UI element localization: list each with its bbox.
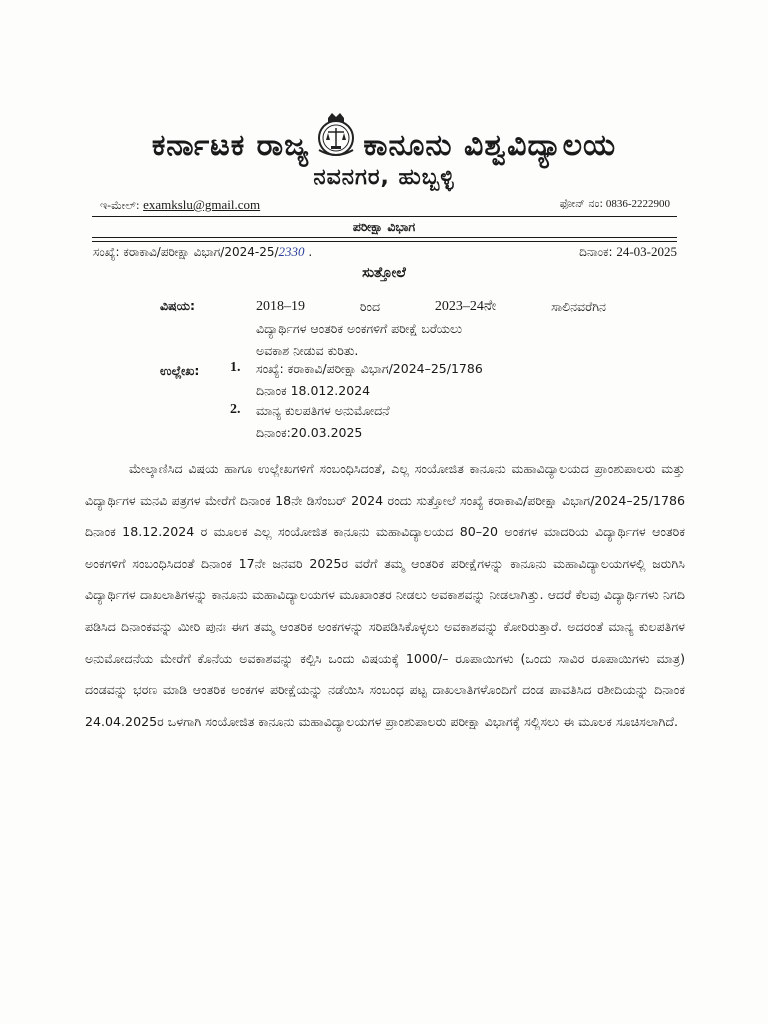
- reference-item-2-line-2: ದಿನಾಂಕ:20.03.2025: [256, 425, 363, 440]
- subject-text: [256, 296, 616, 362]
- body-paragraph: ಮೇಲ್ಕಾಣಿಸಿದ ವಿಷಯ ಹಾಗೂ ಉಲ್ಲೇಖಗಳಿಗೆ ಸಂಬಂಧಿಸಿದಂತೆ, ಎಲ್ಲ ಸಂಯೋಜಿತ ಕಾನೂನು ಮಹಾವಿದ್ಯಾಲಯದ ಪ್ರಾಂಶುಪಾಲರು ಮತ್ತು ವಿದ್ಯಾರ್ಥಿಗಳ ಮನವಿ ಪತ್ರಗಳ ಮೇರೆಗೆ ದಿನಾಂಕ 18ನೇ ಡಿಸೆಂಬರ್ 2024 ರಂದು ಸುತ್ತೋಲೆ ಸಂಖ್ಯೆ ಕರಾಕಾವಿ/ಪರೀಕ್ಷಾ ವಿಭಾಗ/2024–25/1786 ದಿನಾಂಕ 18.12.2024 ರ ಮೂಲಕ ಎಲ್ಲ ಸಂಯೋಜಿತ ಕಾನೂನು ಮಹಾವಿದ್ಯಾಲಯದ 80–20 ಅಂಕಗಳ ಮಾದರಿಯ ವಿದ್ಯಾರ್ಥಿಗಳ ಆಂತರಿಕ ಅಂಕಗಳಿಗೆ ಸಂಬಂಧಿಸಿದಂತೆ ದಿನಾಂಕ 17ನೇ ಜನವರಿ 2025ರ ವರೆಗೆ ತಮ್ಮ ಆಂತರಿಕ ಪರೀಕ್ಷೆಗಳನ್ನು ಕಾನೂನು ಮಹಾವಿದ್ಯಾಲಯಗಳಲ್ಲಿ ಜರುಗಿಸಿ ವಿದ್ಯಾರ್ಥಿಗಳ ದಾಖಲಾತಿಗಳನ್ನು ಕಾನೂನು ಮಹಾವಿದ್ಯಾಲಯಗಳ ಮೂಖಾಂತರ ನೀಡಲು ಅವಕಾಶವನ್ನು ನೀಡಲಾಗಿತ್ತು. ಆದರೆ ಕೆಲವು ವಿದ್ಯಾರ್ಥಿಗಳು ನಿಗದಿ ಪಡಿಸಿದ ದಿನಾಂಕವನ್ನು ಮೀರಿ ಪುನಃ ಈಗ ತಮ್ಮ ಆಂತರಿಕ ಅಂಕಗಳನ್ನು ಸರಿಪಡಿಸಿಕೊಳ್ಳಲು ಅವಕಾಶವನ್ನು ಕೋರಿರುತ್ತಾರೆ. ಅದರಂತೆ ಮಾನ್ಯ ಕುಲಪತಿಗಳ ಅನುಮೋದನೆಯ ಮೇರೆಗೆ ಕೊನೆಯ ಅವಕಾಶವನ್ನು ಕಲ್ಪಿಸಿ ಒಂದು ವಿಷಯಕ್ಕೆ 1000/– ರೂಪಾಯಿಗಳು (ಒಂದು ಸಾವಿರ ರೂಪಾಯಿಗಳು ಮಾತ್ರ) ದಂಡವನ್ನು ಭರಣ ಮಾಡಿ ಆಂತರಿಕ ಅಂಕಗಳ ಪರೀಕ್ಷೆಯನ್ನು ನಡೆಯಿಸಿ ಸಂಬಂಧ ಪಟ್ಟ ದಾಖಲಾತಿಗಳೊಂದಿಗೆ ದಂಡ ಪಾವತಿಸಿದ ರಶೀದಿಯನ್ನು ದಿನಾಂಕ 24.04.2025ರ ಒಳಗಾಗಿ ಸಂಯೋಜಿತ ಕಾನೂನು ಮಹಾವಿದ್ಯಾಲಯಗಳ ಪ್ರಾಂಶುಪಾಲರು ಪರೀಕ್ಷಾ ವಿಭಾಗಕ್ಕೆ ಸಲ್ಲಿಸಲು ಈ ಮೂಲಕ ಸೂಚಿಸಲಾಗಿದೆ.: [85, 461, 685, 729]
- subject-line-2: ವಿದ್ಯಾರ್ಥಿಗಳ ಆಂತರಿಕ ಅಂಕಗಳಿಗೆ ಪರೀಕ್ಷೆ ಬರೆಯಲು: [256, 321, 463, 336]
- reference-item-1-line-2: ದಿನಾಂಕ 18.012.2024: [256, 383, 371, 398]
- reference-number: ಸಂಖ್ಯೆ: ಕರಾಕಾವಿ/ಪರೀಕ್ಷಾ ವಿಭಾಗ/2024-25/2330 .: [93, 244, 313, 259]
- letterhead-title: [0, 120, 768, 170]
- email-contact: [100, 197, 260, 213]
- subject-word-until: ಸಾಲಿನವರೆಗಿನ: [551, 299, 606, 314]
- university-location: ನವನಗರ, ಹುಬ್ಬಳ್ಳಿ: [313, 165, 455, 190]
- reference-date: [579, 244, 677, 260]
- subject-label: ವಿಷಯ:: [160, 298, 195, 313]
- phone-number: 0836-2222900: [605, 198, 670, 210]
- contact-line: [100, 197, 670, 215]
- university-emblem-icon: [311, 110, 361, 160]
- date-value: 24-03-2025: [616, 244, 677, 259]
- circular-title: ಸುತ್ತೋಲೆ: [362, 265, 406, 281]
- divider-top: [92, 216, 677, 217]
- subject-line-1: [256, 296, 606, 318]
- email-link[interactable]: examkslu@gmail.com: [143, 197, 261, 212]
- subject-word-from: ರಿಂದ: [359, 299, 381, 314]
- phone-contact: [560, 197, 670, 211]
- reference-item-2-number: 2.: [230, 402, 241, 417]
- email-label: ಇ-ಮೇಲ್:: [100, 199, 140, 212]
- references-label: ಉಲ್ಲೇಖ:: [160, 363, 200, 378]
- reference-item-1-number: 1.: [230, 360, 241, 375]
- university-name-part1: ಕರ್ನಾಟಕ ರಾಜ್ಯ: [151, 127, 310, 163]
- subject-year-from: 2018–19: [256, 299, 305, 314]
- subject-year-to: 2023–24ನೇ: [434, 299, 497, 314]
- reference-item-2-line-1: ಮಾನ್ಯ ಕುಲಪತಿಗಳ ಅನುಮೋದನೆ: [256, 403, 390, 418]
- divider-mid-1: [92, 237, 677, 238]
- reference-number-handwritten: 2330: [278, 244, 305, 259]
- department-name: ಪರೀಕ್ಷಾ ವಿಭಾಗ: [352, 219, 416, 234]
- university-name-part2: ಕಾನೂನು ವಿಶ್ವವಿದ್ಯಾಲಯ: [363, 127, 617, 163]
- circular-body: [85, 453, 685, 737]
- reference-item-2: [256, 400, 616, 444]
- reference-item-1-line-1: ಸಂಖ್ಯೆ: ಕರಾಕಾವಿ/ಪರೀಕ್ಷಾ ವಿಭಾಗ/2024–25/1786: [256, 361, 483, 376]
- reference-item-1: [256, 358, 616, 402]
- date-label: ದಿನಾಂಕ:: [579, 245, 613, 259]
- phone-label: ಫೋನ್ ನಂ:: [559, 197, 604, 210]
- divider-mid-2: [92, 241, 677, 242]
- reference-line: [93, 244, 677, 262]
- reference-number-prefix: ಸಂಖ್ಯೆ: ಕರಾಕಾವಿ/ಪರೀಕ್ಷಾ ವಿಭಾಗ/2024-25/: [93, 245, 279, 259]
- subject-line-3: ಅವಕಾಶ ನೀಡುವ ಕುರಿತು.: [256, 343, 359, 358]
